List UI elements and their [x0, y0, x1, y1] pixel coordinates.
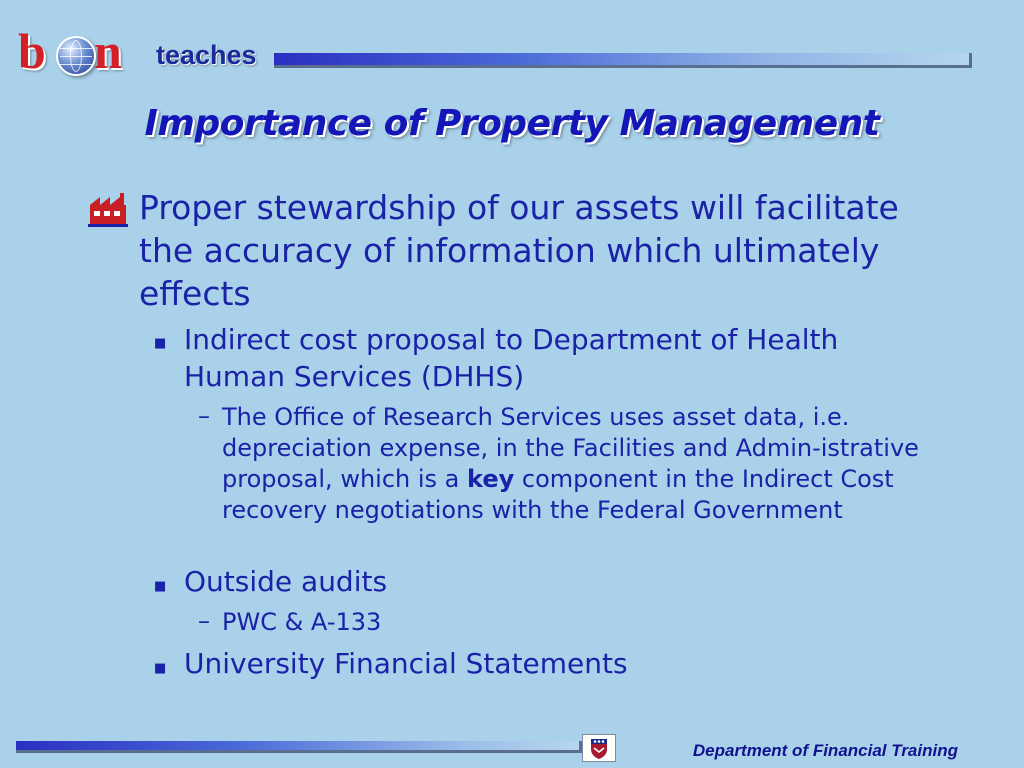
sub-bullet-dhhs: Indirect cost proposal to Department of Health Human Services (DHHS) [184, 323, 839, 393]
factory-icon [88, 193, 128, 227]
main-bullet-text: Proper stewardship of our assets will facilitate the accuracy of information which ultimately effects [139, 188, 899, 313]
dash-bullet: – [198, 402, 210, 430]
square-bullet: ■ [154, 579, 167, 594]
square-bullet: ■ [154, 336, 167, 351]
square-bullet: ■ [154, 661, 167, 676]
logo-teaches: teaches [156, 40, 257, 70]
detail-ors-text-a: The Office of Research Services uses asset data, i.e. depreciation expense, in the Facilities and Admin-istrative proposal, which is a [222, 403, 919, 493]
university-crest-icon [582, 734, 616, 762]
footer-bar [16, 741, 582, 753]
detail-ors [222, 402, 952, 526]
footer-text: Department of Financial Training [692, 741, 958, 760]
logo-letter-b: b [18, 23, 46, 79]
detail-pwc: PWC & A-133 [222, 608, 382, 636]
slide-title: Importance of Property Management [144, 103, 880, 144]
sub-bullet-audits: Outside audits [184, 565, 388, 598]
detail-ors-text-b: component in the Indirect Cost recovery negotiations with the Federal Government [222, 465, 894, 524]
detail-ors-key: key [467, 465, 515, 493]
sub-bullet-statements: University Financial Statements [184, 647, 628, 680]
dash-bullet: – [198, 607, 210, 635]
logo-letter-n: n [94, 23, 122, 79]
